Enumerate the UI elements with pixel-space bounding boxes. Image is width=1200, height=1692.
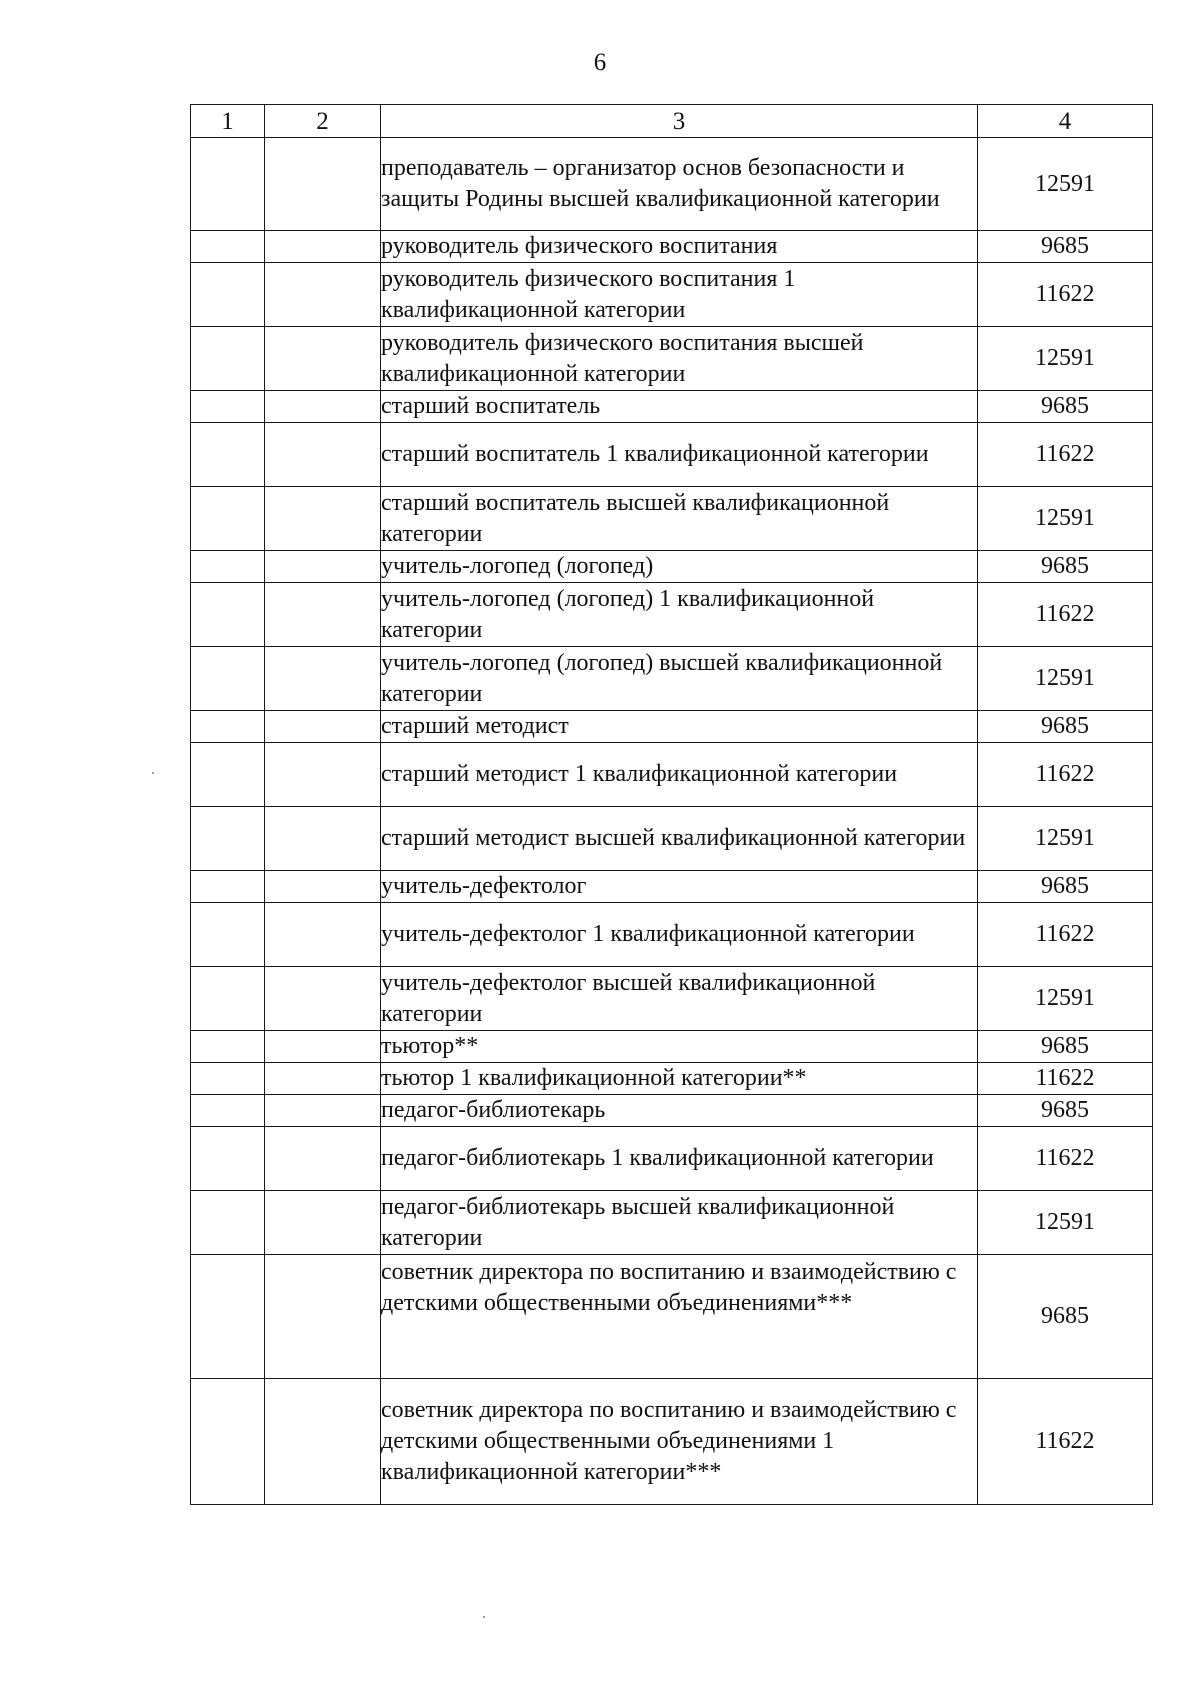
value-cell: 12591 bbox=[978, 327, 1153, 391]
empty-cell-col-1 bbox=[191, 391, 265, 423]
empty-cell-col-2 bbox=[265, 1127, 381, 1191]
table-header-row bbox=[191, 105, 1153, 138]
table-row bbox=[191, 1255, 1153, 1379]
empty-cell-col-2 bbox=[265, 551, 381, 583]
table-row bbox=[191, 583, 1153, 647]
empty-cell-col-2 bbox=[265, 487, 381, 551]
value-cell: 9685 bbox=[978, 231, 1153, 263]
scan-speck bbox=[152, 772, 154, 774]
table-row bbox=[191, 138, 1153, 231]
position-cell: тьютор 1 квалификационной категории** bbox=[381, 1063, 978, 1095]
position-cell: педагог-библиотекарь высшей квалификационной категории bbox=[381, 1191, 978, 1255]
empty-cell-col-1 bbox=[191, 1379, 265, 1505]
value-cell: 9685 bbox=[978, 871, 1153, 903]
position-cell: учитель-логопед (логопед) bbox=[381, 551, 978, 583]
value-cell: 12591 bbox=[978, 647, 1153, 711]
value-cell: 11622 bbox=[978, 263, 1153, 327]
value-cell: 11622 bbox=[978, 903, 1153, 967]
empty-cell-col-1 bbox=[191, 807, 265, 871]
table-row bbox=[191, 807, 1153, 871]
position-cell: преподаватель – организатор основ безопасности и защиты Родины высшей квалификационной категории bbox=[381, 138, 978, 231]
empty-cell-col-2 bbox=[265, 871, 381, 903]
value-cell: 9685 bbox=[978, 1095, 1153, 1127]
position-cell: педагог-библиотекарь bbox=[381, 1095, 978, 1127]
value-cell: 11622 bbox=[978, 423, 1153, 487]
empty-cell-col-1 bbox=[191, 423, 265, 487]
position-cell: советник директора по воспитанию и взаимодействию с детскими общественными объединениями*** bbox=[381, 1255, 978, 1379]
value-cell: 9685 bbox=[978, 551, 1153, 583]
empty-cell-col-1 bbox=[191, 138, 265, 231]
header-col-4: 4 bbox=[978, 105, 1153, 138]
table-row bbox=[191, 967, 1153, 1031]
position-cell: руководитель физического воспитания bbox=[381, 231, 978, 263]
position-cell: учитель-дефектолог bbox=[381, 871, 978, 903]
position-cell: советник директора по воспитанию и взаимодействию с детскими общественными объединениями 1 квалификационной категории*** bbox=[381, 1379, 978, 1505]
empty-cell-col-2 bbox=[265, 391, 381, 423]
empty-cell-col-1 bbox=[191, 231, 265, 263]
empty-cell-col-1 bbox=[191, 487, 265, 551]
position-cell: учитель-логопед (логопед) 1 квалификационной категории bbox=[381, 583, 978, 647]
empty-cell-col-1 bbox=[191, 871, 265, 903]
empty-cell-col-1 bbox=[191, 903, 265, 967]
value-cell: 11622 bbox=[978, 1127, 1153, 1191]
value-cell: 11622 bbox=[978, 583, 1153, 647]
table-row bbox=[191, 423, 1153, 487]
position-cell: руководитель физического воспитания высшей квалификационной категории bbox=[381, 327, 978, 391]
empty-cell-col-1 bbox=[191, 967, 265, 1031]
empty-cell-col-1 bbox=[191, 647, 265, 711]
table-row bbox=[191, 1379, 1153, 1505]
empty-cell-col-2 bbox=[265, 231, 381, 263]
table-row bbox=[191, 391, 1153, 423]
empty-cell-col-2 bbox=[265, 903, 381, 967]
empty-cell-col-1 bbox=[191, 1127, 265, 1191]
table-row bbox=[191, 903, 1153, 967]
table-row bbox=[191, 231, 1153, 263]
position-cell: старший воспитатель 1 квалификационной категории bbox=[381, 423, 978, 487]
header-col-1: 1 bbox=[191, 105, 265, 138]
empty-cell-col-2 bbox=[265, 807, 381, 871]
empty-cell-col-2 bbox=[265, 583, 381, 647]
value-cell: 9685 bbox=[978, 711, 1153, 743]
position-cell: старший воспитатель bbox=[381, 391, 978, 423]
table-row bbox=[191, 871, 1153, 903]
empty-cell-col-2 bbox=[265, 1031, 381, 1063]
table-row bbox=[191, 711, 1153, 743]
table-row bbox=[191, 551, 1153, 583]
table-row bbox=[191, 1095, 1153, 1127]
empty-cell-col-2 bbox=[265, 138, 381, 231]
empty-cell-col-2 bbox=[265, 711, 381, 743]
empty-cell-col-1 bbox=[191, 711, 265, 743]
value-cell: 12591 bbox=[978, 1191, 1153, 1255]
value-cell: 12591 bbox=[978, 807, 1153, 871]
empty-cell-col-2 bbox=[265, 1191, 381, 1255]
empty-cell-col-1 bbox=[191, 743, 265, 807]
empty-cell-col-1 bbox=[191, 1031, 265, 1063]
value-cell: 12591 bbox=[978, 487, 1153, 551]
table-row bbox=[191, 743, 1153, 807]
table-row bbox=[191, 1127, 1153, 1191]
empty-cell-col-1 bbox=[191, 551, 265, 583]
page-number: 6 bbox=[593, 49, 607, 76]
empty-cell-col-2 bbox=[265, 1095, 381, 1127]
value-cell: 12591 bbox=[978, 967, 1153, 1031]
position-cell: старший методист высшей квалификационной категории bbox=[381, 807, 978, 871]
empty-cell-col-1 bbox=[191, 1255, 265, 1379]
empty-cell-col-1 bbox=[191, 263, 265, 327]
table-row bbox=[191, 1031, 1153, 1063]
empty-cell-col-2 bbox=[265, 743, 381, 807]
empty-cell-col-2 bbox=[265, 967, 381, 1031]
value-cell: 12591 bbox=[978, 138, 1153, 231]
position-cell: старший методист bbox=[381, 711, 978, 743]
empty-cell-col-1 bbox=[191, 1063, 265, 1095]
table-row bbox=[191, 263, 1153, 327]
empty-cell-col-2 bbox=[265, 647, 381, 711]
empty-cell-col-1 bbox=[191, 327, 265, 391]
value-cell: 9685 bbox=[978, 391, 1153, 423]
empty-cell-col-2 bbox=[265, 423, 381, 487]
value-cell: 9685 bbox=[978, 1255, 1153, 1379]
value-cell: 11622 bbox=[978, 1379, 1153, 1505]
header-col-2: 2 bbox=[265, 105, 381, 138]
scan-speck bbox=[483, 1616, 485, 1618]
position-cell: педагог-библиотекарь 1 квалификационной категории bbox=[381, 1127, 978, 1191]
table-row bbox=[191, 647, 1153, 711]
table-row bbox=[191, 1191, 1153, 1255]
value-cell: 11622 bbox=[978, 1063, 1153, 1095]
position-cell: учитель-дефектолог высшей квалификационной категории bbox=[381, 967, 978, 1031]
position-cell: тьютор** bbox=[381, 1031, 978, 1063]
empty-cell-col-2 bbox=[265, 263, 381, 327]
position-cell: руководитель физического воспитания 1 квалификационной категории bbox=[381, 263, 978, 327]
empty-cell-col-2 bbox=[265, 327, 381, 391]
position-cell: старший методист 1 квалификационной категории bbox=[381, 743, 978, 807]
empty-cell-col-1 bbox=[191, 1095, 265, 1127]
empty-cell-col-2 bbox=[265, 1255, 381, 1379]
value-cell: 11622 bbox=[978, 743, 1153, 807]
position-cell: старший воспитатель высшей квалификационной категории bbox=[381, 487, 978, 551]
table-row bbox=[191, 327, 1153, 391]
empty-cell-col-2 bbox=[265, 1063, 381, 1095]
empty-cell-col-1 bbox=[191, 583, 265, 647]
position-cell: учитель-логопед (логопед) высшей квалификационной категории bbox=[381, 647, 978, 711]
position-cell: учитель-дефектолог 1 квалификационной категории bbox=[381, 903, 978, 967]
table-row bbox=[191, 487, 1153, 551]
empty-cell-col-2 bbox=[265, 1379, 381, 1505]
value-cell: 9685 bbox=[978, 1031, 1153, 1063]
salary-table bbox=[190, 104, 1153, 1505]
empty-cell-col-1 bbox=[191, 1191, 265, 1255]
header-col-3: 3 bbox=[381, 105, 978, 138]
table-row bbox=[191, 1063, 1153, 1095]
